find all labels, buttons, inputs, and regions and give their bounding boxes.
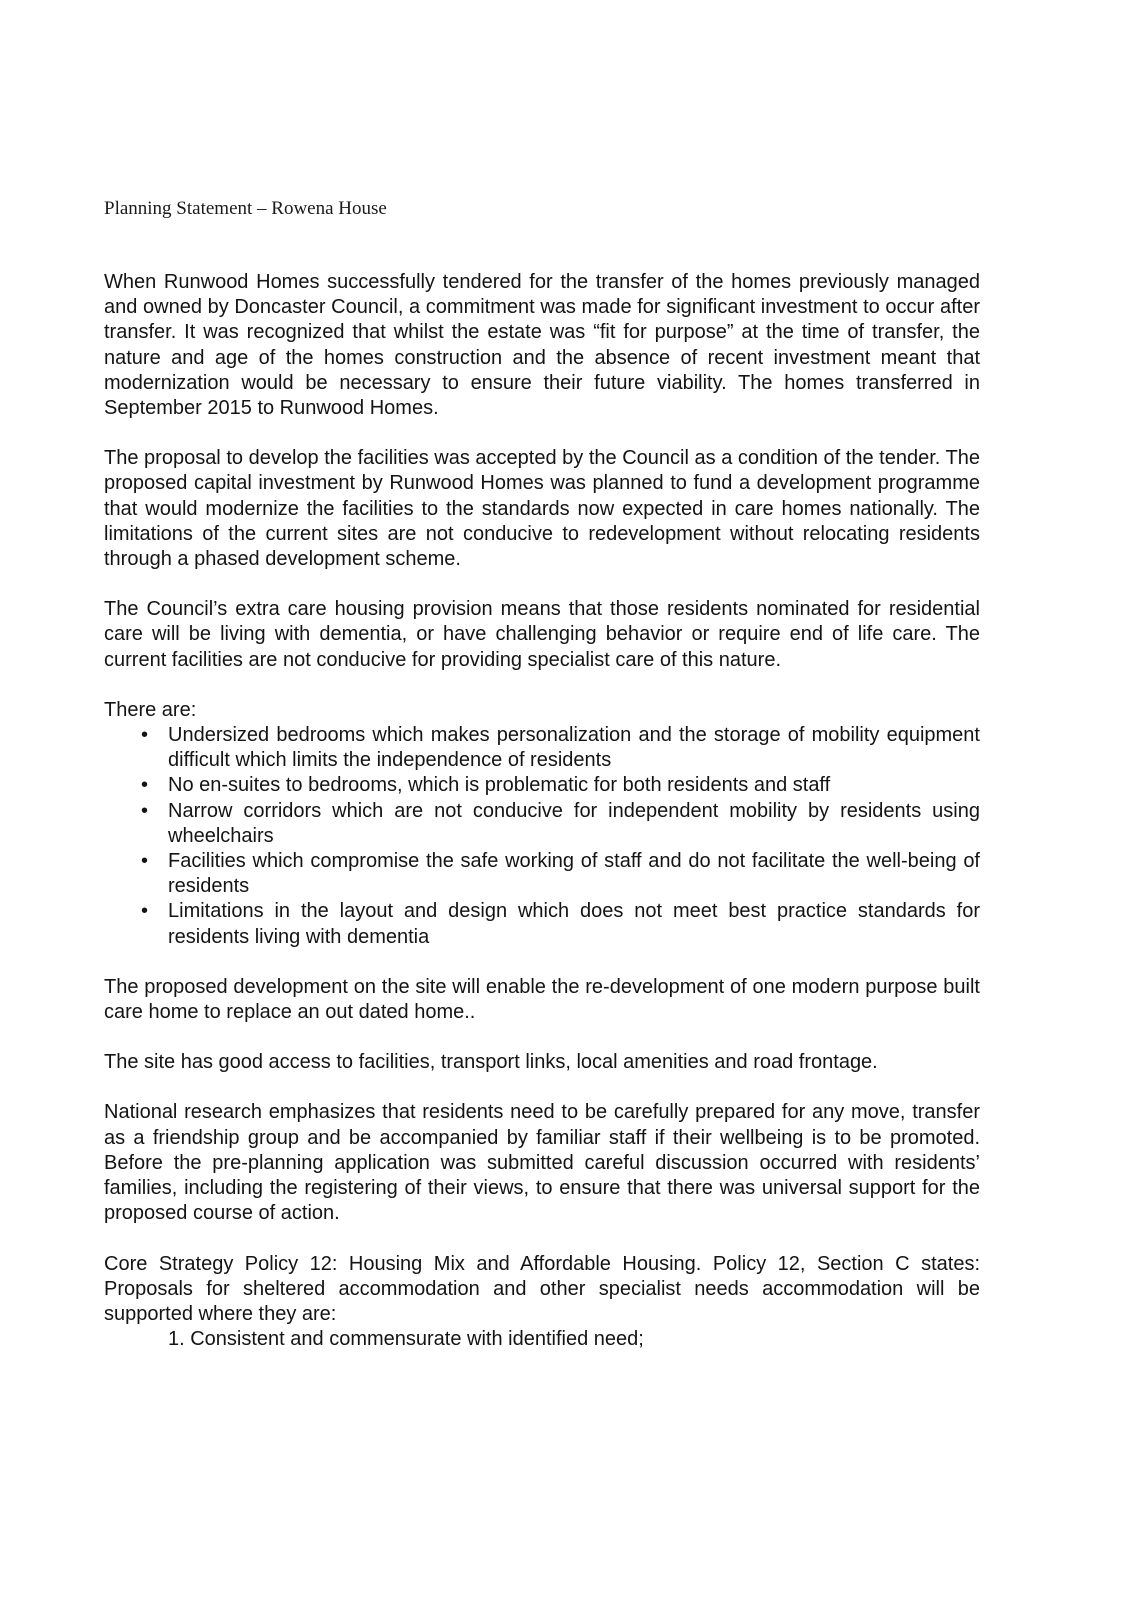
limitations-bullet-list [104,723,980,950]
bullet-item [104,773,980,798]
bullet-item [104,899,980,949]
paragraph-transfer-commitment: When Runwood Homes successfully tendered for the transfer of the homes previously managed and owned by Doncaster Council, a commitment was made for significant investment to occur after transfer. It was recognized that whilst the estate was “fit for purpose” at the time of transfer, the nature and age of the homes construction and the absence of recent investment meant that modernization would be necessary to ensure their future viability. The homes transferred in September 2015 to Runwood Homes. [104,271,980,420]
bullet-icon: • [141,900,149,923]
bullet-text: Facilities which compromise the safe working of staff and do not facilitate the well-being of residents [168,850,980,898]
document-header: Planning Statement – Rowena House [104,198,387,219]
bullet-text: Undersized bedrooms which makes personalization and the storage of mobility equipment difficult which limits the independence of residents [168,724,980,772]
bullet-text: Limitations in the layout and design which does not meet best practice standards for residents living with dementia [168,900,980,948]
bullet-icon: • [141,724,149,747]
policy-criteria-list [104,1327,980,1352]
bullet-item [104,799,980,849]
bullet-text: Narrow corridors which are not conducive for independent mobility by residents using wheelchairs [168,799,980,847]
document-body [104,270,980,1352]
bullet-item [104,723,980,773]
bullet-icon: • [141,774,149,797]
paragraph-there-are: There are: [104,698,197,721]
bullet-text: No en-suites to bedrooms, which is problematic for both residents and staff [168,774,831,797]
bullet-icon: • [141,850,149,873]
paragraph-national-research: National research emphasizes that residents need to be carefully prepared for any move, transfer as a friendship group and be accompanied by familiar staff if their wellbeing is to be promoted. Before the pre-planning application was submitted careful discussion occurred with residents’ families, including the registering of their views, to ensure that there was universal support for the proposed course of action. [104,1101,980,1225]
paragraph-core-strategy-policy: Core Strategy Policy 12: Housing Mix and Affordable Housing. Policy 12, Section C states: Proposals for sheltered accommodation and other specialist needs accommodation will be supported where they are: [104,1252,980,1325]
paragraph-site-access: The site has good access to facilities, transport links, local amenities and road frontage. [104,1051,878,1074]
numbered-item: 1. Consistent and commensurate with identified need; [168,1328,644,1351]
bullet-item [104,849,980,899]
paragraph-proposed-development: The proposed development on the site will enable the re-development of one modern purpose built care home to replace an out dated home.. [104,975,980,1024]
bullet-icon: • [141,799,149,822]
paragraph-extra-care-provision: The Council’s extra care housing provision means that those residents nominated for residential care will be living with dementia, or have challenging behavior or require end of life care. The current facilities are not conducive for providing specialist care of this nature. [104,598,980,671]
paragraph-development-proposal: The proposal to develop the facilities was accepted by the Council as a condition of the tender. The proposed capital investment by Runwood Homes was planned to fund a development programme that would modernize the facilities to the standards now expected in care homes nationally. The limitations of the current sites are not conducive to redevelopment without relocating residents through a phased development scheme. [104,447,980,571]
